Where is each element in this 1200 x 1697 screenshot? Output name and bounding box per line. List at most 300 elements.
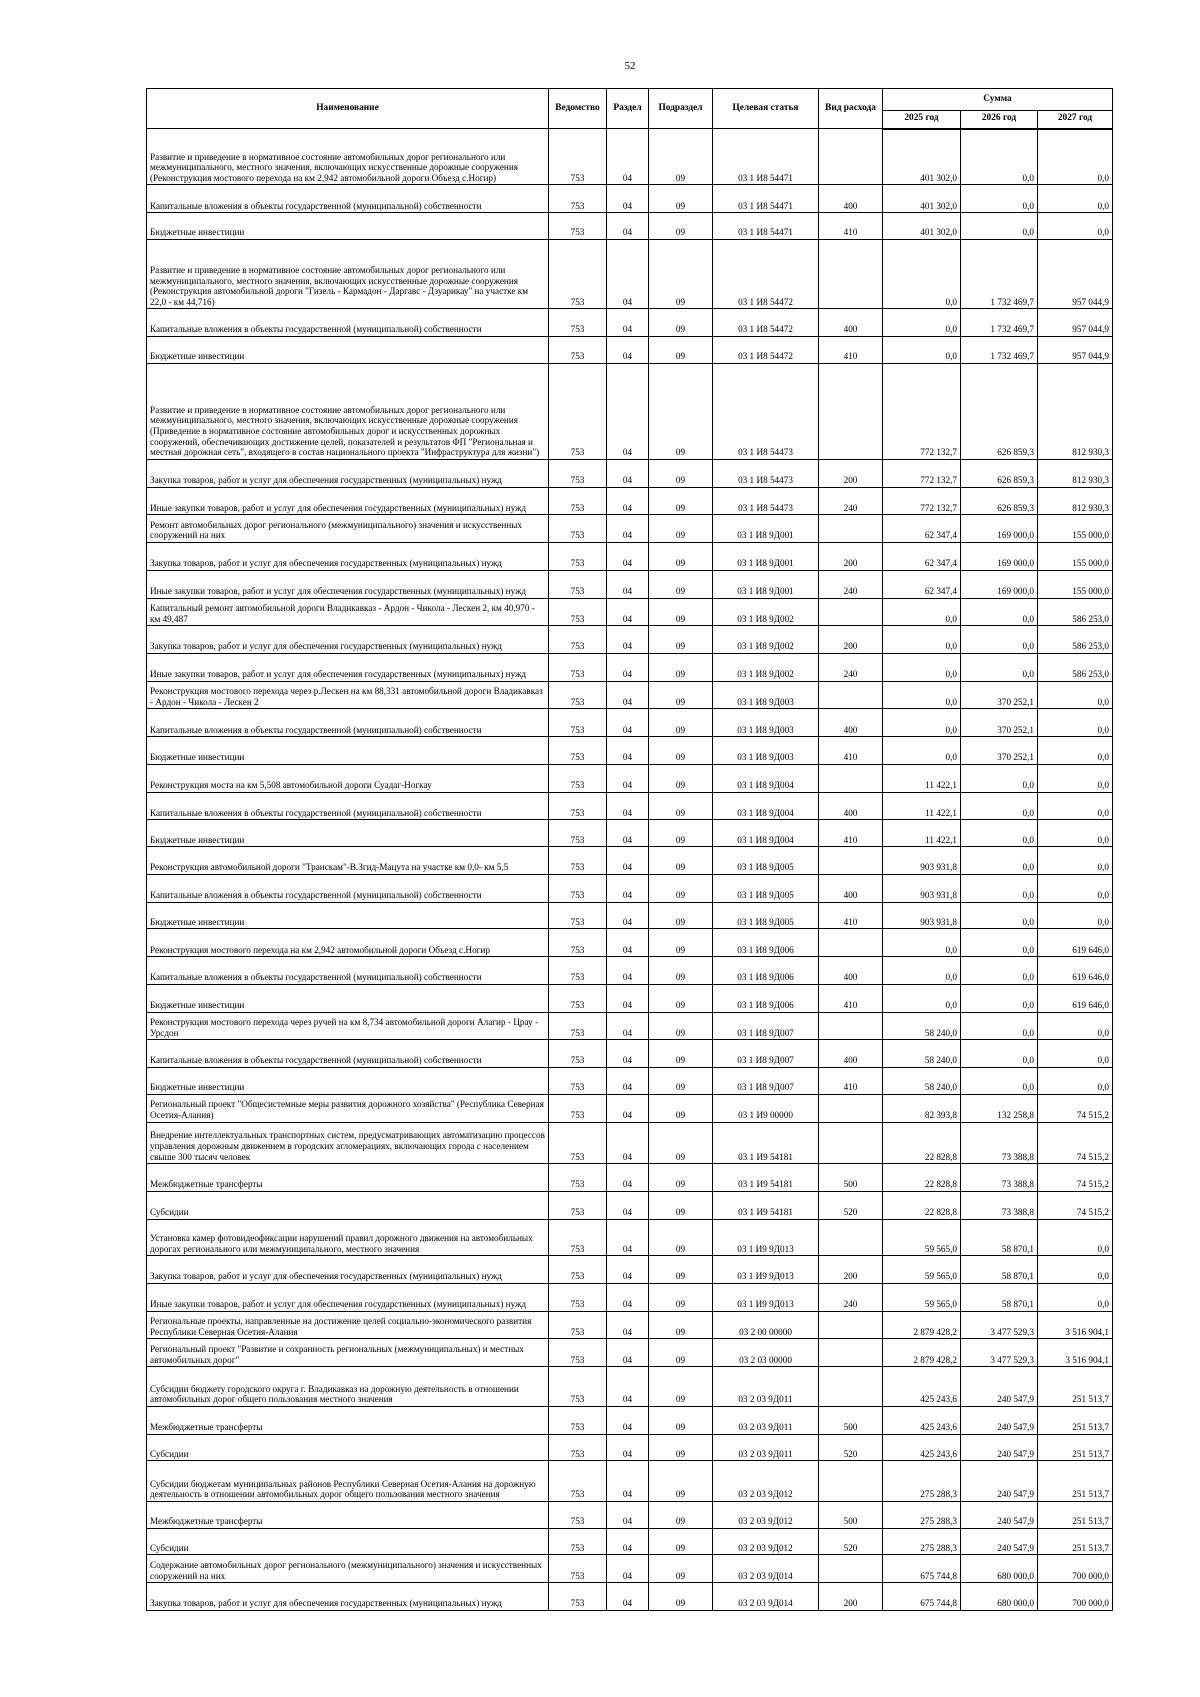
row-sum-2026: 3 477 529,3 — [961, 1339, 1038, 1367]
row-vedomstvo: 753 — [549, 1191, 607, 1219]
row-target: 03 2 03 9Д012 — [713, 1461, 819, 1502]
row-sum-2027: 700 000,0 — [1038, 1555, 1113, 1583]
row-podrazdel: 09 — [649, 792, 713, 820]
row-podrazdel: 09 — [649, 1068, 713, 1095]
table-row — [147, 213, 1113, 240]
row-target: 03 1 И8 9Д001 — [713, 543, 819, 571]
row-podrazdel: 09 — [649, 543, 713, 571]
row-vedomstvo: 753 — [549, 1339, 607, 1367]
row-vedomstvo: 753 — [549, 129, 607, 185]
row-sum-2026: 73 388,8 — [961, 1122, 1038, 1164]
row-razdel: 04 — [607, 764, 649, 792]
row-vid: 400 — [819, 874, 883, 902]
row-sum-2025: 903 931,8 — [883, 847, 961, 875]
row-podrazdel: 09 — [649, 1122, 713, 1164]
row-sum-2026: 0,0 — [961, 653, 1038, 681]
row-podrazdel: 09 — [649, 1555, 713, 1583]
row-target: 03 1 И8 54472 — [713, 337, 819, 364]
row-name: Иные закупки товаров, работ и услуг для обеспечения государственных (муниципальных) нужд — [147, 487, 549, 515]
row-vid: 410 — [819, 984, 883, 1012]
row-target: 03 1 И8 9Д007 — [713, 1040, 819, 1068]
row-vid — [819, 515, 883, 543]
row-target: 03 2 03 9Д011 — [713, 1434, 819, 1461]
row-sum-2027: 74 515,2 — [1038, 1164, 1113, 1192]
row-target: 03 1 И8 54471 — [713, 213, 819, 240]
row-sum-2025: 275 288,3 — [883, 1461, 961, 1502]
row-vid: 240 — [819, 570, 883, 598]
table-row — [147, 792, 1113, 820]
row-podrazdel: 09 — [649, 337, 713, 364]
row-sum-2026: 680 000,0 — [961, 1583, 1038, 1611]
row-razdel: 04 — [607, 309, 649, 337]
row-razdel: 04 — [607, 213, 649, 240]
row-sum-2025: 62 347,4 — [883, 515, 961, 543]
row-razdel: 04 — [607, 185, 649, 213]
row-sum-2026: 0,0 — [961, 1040, 1038, 1068]
row-target: 03 1 И8 54471 — [713, 185, 819, 213]
row-sum-2025: 62 347,4 — [883, 570, 961, 598]
row-name: Реконструкция мостового перехода через р.Лескен на км 88,331 автомобильной дороги Владикавказ - Ардон - Чикола - Лескен 2 — [147, 681, 549, 709]
row-name: Бюджетные инвестиции — [147, 737, 549, 765]
row-sum-2026: 0,0 — [961, 129, 1038, 185]
row-name: Капитальный ремонт автомобильной дороги Владикавказ - Ардон - Чикола - Лескен 2, км 40,970 - км 49,487 — [147, 598, 549, 626]
row-vid: 520 — [819, 1528, 883, 1555]
row-sum-2027: 957 044,9 — [1038, 239, 1113, 308]
row-sum-2026: 169 000,0 — [961, 543, 1038, 571]
table-row — [147, 1367, 1113, 1407]
row-razdel: 04 — [607, 1164, 649, 1192]
row-vid: 520 — [819, 1191, 883, 1219]
row-sum-2026: 0,0 — [961, 764, 1038, 792]
row-target: 03 1 И8 54471 — [713, 129, 819, 185]
row-sum-2025: 11 422,1 — [883, 820, 961, 847]
row-sum-2027: 251 513,7 — [1038, 1528, 1113, 1555]
row-target: 03 1 И8 9Д005 — [713, 902, 819, 929]
table-row — [147, 309, 1113, 337]
row-vedomstvo: 753 — [549, 1434, 607, 1461]
row-vid — [819, 1012, 883, 1040]
table-row — [147, 653, 1113, 681]
table-row — [147, 820, 1113, 847]
row-sum-2027: 586 253,0 — [1038, 653, 1113, 681]
row-vid: 200 — [819, 626, 883, 654]
table-row — [147, 1219, 1113, 1256]
row-razdel: 04 — [607, 1501, 649, 1528]
row-vid — [819, 1311, 883, 1339]
row-sum-2027: 0,0 — [1038, 847, 1113, 875]
table-row — [147, 1040, 1113, 1068]
row-sum-2027: 0,0 — [1038, 1283, 1113, 1311]
row-sum-2025: 903 931,8 — [883, 874, 961, 902]
row-sum-2027: 251 513,7 — [1038, 1367, 1113, 1407]
row-podrazdel: 09 — [649, 820, 713, 847]
row-podrazdel: 09 — [649, 902, 713, 929]
row-name: Капитальные вложения в объекты государственной (муниципальной) собственности — [147, 309, 549, 337]
row-razdel: 04 — [607, 1094, 649, 1122]
row-sum-2025: 425 243,6 — [883, 1434, 961, 1461]
row-razdel: 04 — [607, 1406, 649, 1434]
row-razdel: 04 — [607, 1528, 649, 1555]
row-podrazdel: 09 — [649, 984, 713, 1012]
row-podrazdel: 09 — [649, 1094, 713, 1122]
table-row — [147, 1068, 1113, 1095]
row-target: 03 1 И9 54181 — [713, 1122, 819, 1164]
row-vedomstvo: 753 — [549, 1040, 607, 1068]
row-target: 03 1 И9 00000 — [713, 1094, 819, 1122]
row-name: Бюджетные инвестиции — [147, 984, 549, 1012]
row-target: 03 1 И8 54472 — [713, 239, 819, 308]
row-podrazdel: 09 — [649, 1012, 713, 1040]
row-sum-2027: 812 930,3 — [1038, 363, 1113, 459]
header-year-2025: 2025 год — [883, 111, 961, 129]
row-target: 03 2 03 9Д014 — [713, 1555, 819, 1583]
table-row — [147, 1283, 1113, 1311]
row-razdel: 04 — [607, 1434, 649, 1461]
row-sum-2025: 22 828,8 — [883, 1164, 961, 1192]
row-sum-2025: 275 288,3 — [883, 1528, 961, 1555]
row-target: 03 1 И8 54473 — [713, 459, 819, 487]
row-sum-2025: 59 565,0 — [883, 1219, 961, 1256]
row-vid: 400 — [819, 957, 883, 985]
row-target: 03 1 И9 54181 — [713, 1191, 819, 1219]
row-podrazdel: 09 — [649, 1339, 713, 1367]
row-razdel: 04 — [607, 363, 649, 459]
row-razdel: 04 — [607, 820, 649, 847]
row-sum-2027: 0,0 — [1038, 764, 1113, 792]
row-target: 03 2 03 9Д011 — [713, 1406, 819, 1434]
row-vid — [819, 239, 883, 308]
row-vedomstvo: 753 — [549, 239, 607, 308]
row-sum-2025: 675 744,8 — [883, 1583, 961, 1611]
row-vid: 240 — [819, 653, 883, 681]
row-name: Ремонт автомобильных дорог регионального (межмуниципального) значения и искусственных сооружений на них — [147, 515, 549, 543]
row-razdel: 04 — [607, 1122, 649, 1164]
row-sum-2027: 0,0 — [1038, 1219, 1113, 1256]
row-vid: 400 — [819, 709, 883, 737]
row-razdel: 04 — [607, 1583, 649, 1611]
row-sum-2025: 0,0 — [883, 653, 961, 681]
row-razdel: 04 — [607, 902, 649, 929]
row-sum-2027: 0,0 — [1038, 792, 1113, 820]
row-sum-2026: 73 388,8 — [961, 1164, 1038, 1192]
row-vid — [819, 129, 883, 185]
row-name: Внедрение интеллектуальных транспортных систем, предусматривающих автоматизацию процессов управления дорожным движением в городских агломерациях, включающих города с населением свыше 300 тысяч человек — [147, 1122, 549, 1164]
row-sum-2025: 0,0 — [883, 709, 961, 737]
row-sum-2026: 240 547,9 — [961, 1367, 1038, 1407]
row-sum-2025: 58 240,0 — [883, 1068, 961, 1095]
row-name: Бюджетные инвестиции — [147, 1068, 549, 1095]
row-sum-2027: 155 000,0 — [1038, 570, 1113, 598]
row-target: 03 2 03 9Д011 — [713, 1367, 819, 1407]
row-vid: 410 — [819, 902, 883, 929]
row-sum-2025: 82 393,8 — [883, 1094, 961, 1122]
row-vedomstvo: 753 — [549, 337, 607, 364]
row-razdel: 04 — [607, 984, 649, 1012]
row-sum-2026: 626 859,3 — [961, 459, 1038, 487]
row-razdel: 04 — [607, 1256, 649, 1284]
row-podrazdel: 09 — [649, 1406, 713, 1434]
row-target: 03 1 И8 9Д006 — [713, 929, 819, 957]
row-sum-2027: 957 044,9 — [1038, 309, 1113, 337]
row-vid: 200 — [819, 1583, 883, 1611]
row-razdel: 04 — [607, 598, 649, 626]
row-target: 03 1 И8 9Д006 — [713, 957, 819, 985]
table-row — [147, 1555, 1113, 1583]
row-name: Капитальные вложения в объекты государственной (муниципальной) собственности — [147, 957, 549, 985]
row-name: Региональный проект "Развитие и сохранность региональных (межмуниципальных) и местных автомобильных дорог" — [147, 1339, 549, 1367]
row-razdel: 04 — [607, 1219, 649, 1256]
row-vedomstvo: 753 — [549, 185, 607, 213]
row-razdel: 04 — [607, 929, 649, 957]
row-razdel: 04 — [607, 515, 649, 543]
row-vedomstvo: 753 — [549, 1461, 607, 1502]
row-target: 03 1 И8 9Д003 — [713, 709, 819, 737]
row-sum-2027: 619 646,0 — [1038, 984, 1113, 1012]
row-sum-2025: 0,0 — [883, 598, 961, 626]
row-sum-2027: 155 000,0 — [1038, 515, 1113, 543]
row-sum-2027: 0,0 — [1038, 1012, 1113, 1040]
row-vid: 200 — [819, 543, 883, 571]
row-sum-2027: 586 253,0 — [1038, 626, 1113, 654]
row-podrazdel: 09 — [649, 570, 713, 598]
row-name: Закупка товаров, работ и услуг для обеспечения государственных (муниципальных) нужд — [147, 459, 549, 487]
row-sum-2027: 0,0 — [1038, 902, 1113, 929]
row-sum-2026: 169 000,0 — [961, 570, 1038, 598]
row-name: Реконструкция моста на км 5,508 автомобильной дороги Суадаг-Ногкау — [147, 764, 549, 792]
row-vid: 410 — [819, 337, 883, 364]
row-vedomstvo: 753 — [549, 626, 607, 654]
row-sum-2025: 0,0 — [883, 239, 961, 308]
row-vedomstvo: 753 — [549, 1122, 607, 1164]
row-sum-2025: 0,0 — [883, 957, 961, 985]
row-target: 03 1 И8 9Д001 — [713, 570, 819, 598]
table-row — [147, 681, 1113, 709]
row-sum-2026: 1 732 469,7 — [961, 337, 1038, 364]
row-sum-2027: 700 000,0 — [1038, 1583, 1113, 1611]
row-vedomstvo: 753 — [549, 874, 607, 902]
row-razdel: 04 — [607, 1012, 649, 1040]
table-row — [147, 984, 1113, 1012]
table-row — [147, 1191, 1113, 1219]
row-vedomstvo: 753 — [549, 1406, 607, 1434]
row-sum-2025: 0,0 — [883, 626, 961, 654]
row-target: 03 1 И8 9Д007 — [713, 1068, 819, 1095]
row-vedomstvo: 753 — [549, 1583, 607, 1611]
row-name: Закупка товаров, работ и услуг для обеспечения государственных (муниципальных) нужд — [147, 1583, 549, 1611]
row-sum-2026: 58 870,1 — [961, 1256, 1038, 1284]
row-sum-2027: 957 044,9 — [1038, 337, 1113, 364]
table-row — [147, 902, 1113, 929]
row-vid: 400 — [819, 309, 883, 337]
table-row — [147, 543, 1113, 571]
row-razdel: 04 — [607, 239, 649, 308]
row-vedomstvo: 753 — [549, 515, 607, 543]
row-podrazdel: 09 — [649, 1256, 713, 1284]
row-razdel: 04 — [607, 1040, 649, 1068]
row-podrazdel: 09 — [649, 1461, 713, 1502]
row-razdel: 04 — [607, 459, 649, 487]
row-sum-2026: 1 732 469,7 — [961, 309, 1038, 337]
row-podrazdel: 09 — [649, 1219, 713, 1256]
row-name: Иные закупки товаров, работ и услуг для обеспечения государственных (муниципальных) нужд — [147, 653, 549, 681]
row-sum-2025: 772 132,7 — [883, 487, 961, 515]
row-sum-2026: 240 547,9 — [961, 1501, 1038, 1528]
row-target: 03 1 И8 54473 — [713, 487, 819, 515]
row-podrazdel: 09 — [649, 239, 713, 308]
row-podrazdel: 09 — [649, 1501, 713, 1528]
table-row — [147, 515, 1113, 543]
row-sum-2026: 240 547,9 — [961, 1528, 1038, 1555]
row-sum-2027: 251 513,7 — [1038, 1434, 1113, 1461]
row-vedomstvo: 753 — [549, 1367, 607, 1407]
row-razdel: 04 — [607, 1555, 649, 1583]
row-podrazdel: 09 — [649, 363, 713, 459]
row-sum-2026: 73 388,8 — [961, 1191, 1038, 1219]
row-vid: 400 — [819, 185, 883, 213]
row-name: Межбюджетные трансферты — [147, 1406, 549, 1434]
row-razdel: 04 — [607, 1283, 649, 1311]
row-podrazdel: 09 — [649, 459, 713, 487]
row-sum-2026: 0,0 — [961, 213, 1038, 240]
row-vid: 200 — [819, 1256, 883, 1284]
row-sum-2027: 619 646,0 — [1038, 929, 1113, 957]
row-name: Реконструкция мостового перехода через ручей на км 8,734 автомобильной дороги Алагир - Црау - Урсдон — [147, 1012, 549, 1040]
row-sum-2025: 772 132,7 — [883, 459, 961, 487]
row-podrazdel: 09 — [649, 929, 713, 957]
row-vedomstvo: 753 — [549, 309, 607, 337]
row-podrazdel: 09 — [649, 515, 713, 543]
row-sum-2027: 74 515,2 — [1038, 1094, 1113, 1122]
row-name: Бюджетные инвестиции — [147, 337, 549, 364]
row-vedomstvo: 753 — [549, 459, 607, 487]
row-vid — [819, 1122, 883, 1164]
row-sum-2026: 0,0 — [961, 874, 1038, 902]
row-vid — [819, 363, 883, 459]
row-razdel: 04 — [607, 709, 649, 737]
row-razdel: 04 — [607, 957, 649, 985]
row-vedomstvo: 753 — [549, 653, 607, 681]
row-sum-2025: 425 243,6 — [883, 1367, 961, 1407]
row-sum-2025: 58 240,0 — [883, 1012, 961, 1040]
row-podrazdel: 09 — [649, 709, 713, 737]
row-target: 03 1 И8 9Д004 — [713, 792, 819, 820]
header-vedomstvo: Ведомство — [549, 89, 607, 129]
table-body — [147, 129, 1113, 1611]
row-podrazdel: 09 — [649, 1434, 713, 1461]
row-sum-2026: 0,0 — [961, 847, 1038, 875]
row-sum-2025: 0,0 — [883, 929, 961, 957]
row-sum-2026: 169 000,0 — [961, 515, 1038, 543]
row-sum-2026: 1 732 469,7 — [961, 239, 1038, 308]
row-target: 03 1 И8 9Д006 — [713, 984, 819, 1012]
table-row — [147, 239, 1113, 308]
row-podrazdel: 09 — [649, 1528, 713, 1555]
table-row — [147, 709, 1113, 737]
row-vedomstvo: 753 — [549, 764, 607, 792]
table-row — [147, 459, 1113, 487]
row-podrazdel: 09 — [649, 1311, 713, 1339]
table-row — [147, 1256, 1113, 1284]
row-sum-2026: 680 000,0 — [961, 1555, 1038, 1583]
row-sum-2027: 812 930,3 — [1038, 459, 1113, 487]
row-vid: 240 — [819, 487, 883, 515]
table-row — [147, 957, 1113, 985]
table-row — [147, 1434, 1113, 1461]
row-vid — [819, 847, 883, 875]
row-sum-2027: 0,0 — [1038, 1068, 1113, 1095]
table-row — [147, 598, 1113, 626]
row-sum-2026: 58 870,1 — [961, 1283, 1038, 1311]
row-target: 03 1 И8 9Д002 — [713, 626, 819, 654]
row-vid: 400 — [819, 1040, 883, 1068]
row-name: Закупка товаров, работ и услуг для обеспечения государственных (муниципальных) нужд — [147, 543, 549, 571]
row-sum-2025: 903 931,8 — [883, 902, 961, 929]
row-vedomstvo: 753 — [549, 709, 607, 737]
row-razdel: 04 — [607, 337, 649, 364]
row-name: Иные закупки товаров, работ и услуг для обеспечения государственных (муниципальных) нужд — [147, 570, 549, 598]
row-sum-2025: 11 422,1 — [883, 764, 961, 792]
row-podrazdel: 09 — [649, 1283, 713, 1311]
row-sum-2027: 0,0 — [1038, 681, 1113, 709]
row-name: Субсидии бюджету городского округа г. Владикавказ на дорожную деятельность в отношении автомобильных дорог общего пользования местного значения — [147, 1367, 549, 1407]
row-target: 03 1 И9 9Д013 — [713, 1219, 819, 1256]
table-row — [147, 363, 1113, 459]
row-sum-2026: 0,0 — [961, 1068, 1038, 1095]
row-podrazdel: 09 — [649, 129, 713, 185]
row-vedomstvo: 753 — [549, 1164, 607, 1192]
row-vedomstvo: 753 — [549, 929, 607, 957]
row-target: 03 1 И8 9Д002 — [713, 653, 819, 681]
row-name: Субсидии — [147, 1191, 549, 1219]
row-name: Развитие и приведение в нормативное состояние автомобильных дорог регионального или межмуниципального, местного значения, включающих искусственные дорожные сооружения (Приведение в нормативное состояние автомобильных дорог и искусственных дорожных сооружений, обеспечивающих достижение целей, показателей и результатов ФП "Региональная и местная дорожная сеть", входящего в состав национального проекта "Инфраструктура для жизни") — [147, 363, 549, 459]
row-sum-2025: 22 828,8 — [883, 1191, 961, 1219]
row-name: Развитие и приведение в нормативное состояние автомобильных дорог регионального или межмуниципального, местного значения, включающих искусственные дорожные сооружения (Реконструкция мостового перехода на км 2,942 автомобильной дороги Объезд с.Ногир) — [147, 129, 549, 185]
table-row — [147, 764, 1113, 792]
row-sum-2025: 0,0 — [883, 337, 961, 364]
table-row — [147, 1094, 1113, 1122]
row-sum-2027: 0,0 — [1038, 1040, 1113, 1068]
table-row — [147, 874, 1113, 902]
row-sum-2025: 275 288,3 — [883, 1501, 961, 1528]
table-row — [147, 1461, 1113, 1502]
row-target: 03 1 И9 9Д013 — [713, 1283, 819, 1311]
row-sum-2026: 0,0 — [961, 792, 1038, 820]
row-vedomstvo: 753 — [549, 1311, 607, 1339]
table-row — [147, 1339, 1113, 1367]
row-name: Развитие и приведение в нормативное состояние автомобильных дорог регионального или межмуниципального, местного значения, включающих искусственные дорожные сооружения (Реконструкция автомобильной дороги "Гизель - Кармадон - Даргавс - Дзуарикау" на участке км 22,0 - км 44,716) — [147, 239, 549, 308]
row-sum-2025: 0,0 — [883, 681, 961, 709]
table-row — [147, 626, 1113, 654]
row-sum-2025: 0,0 — [883, 737, 961, 765]
row-sum-2026: 370 252,1 — [961, 737, 1038, 765]
row-sum-2027: 3 516 904,1 — [1038, 1311, 1113, 1339]
table-row — [147, 337, 1113, 364]
table-row — [147, 1501, 1113, 1528]
row-razdel: 04 — [607, 129, 649, 185]
row-target: 03 1 И8 9Д007 — [713, 1012, 819, 1040]
row-sum-2026: 0,0 — [961, 984, 1038, 1012]
row-sum-2026: 0,0 — [961, 820, 1038, 847]
row-sum-2025: 2 879 428,2 — [883, 1339, 961, 1367]
row-sum-2025: 0,0 — [883, 309, 961, 337]
row-podrazdel: 09 — [649, 1367, 713, 1407]
row-razdel: 04 — [607, 874, 649, 902]
table-header — [147, 89, 1113, 129]
row-sum-2026: 0,0 — [961, 626, 1038, 654]
row-target: 03 2 03 9Д012 — [713, 1528, 819, 1555]
row-sum-2025: 401 302,0 — [883, 213, 961, 240]
row-sum-2027: 0,0 — [1038, 874, 1113, 902]
